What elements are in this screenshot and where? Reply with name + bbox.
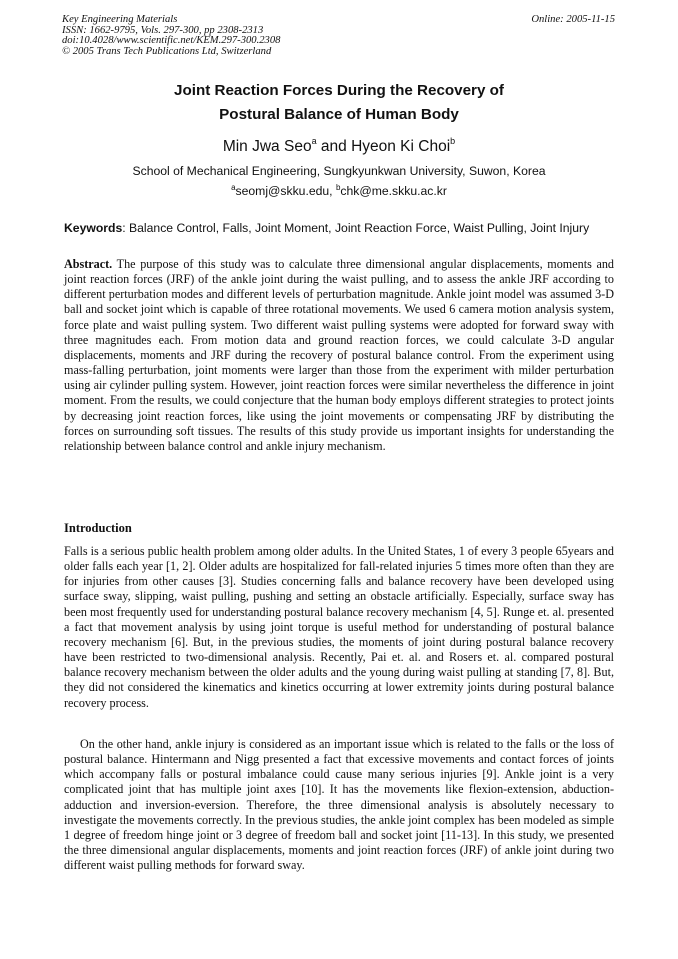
author-list [0, 137, 678, 157]
keywords-label: Keywords [64, 221, 123, 235]
journal-header [62, 15, 280, 57]
email-1: seomj@skku.edu, [235, 184, 336, 198]
paper-title-line-2: Postural Balance of Human Body [219, 106, 459, 123]
email-1-mark: a [231, 183, 236, 192]
paper-title-line-1: Joint Reaction Forces During the Recovery of [174, 82, 504, 99]
online-date: Online: 2005-11-15 [531, 14, 615, 25]
email-2-mark: b [335, 183, 341, 192]
author-2-mark: b [450, 136, 456, 146]
issn-line: ISSN: 1662-9795, Vols. 297-300, pp 2308-2313 [62, 24, 264, 36]
intro-paragraph-2: On the other hand, ankle injury is considered as an important issue which is related to the falls or the loss of postural balance. Hintermann and Nigg presented a fact that excessive movements and contact forces of joints which accompany falls or postural imbalance could cause many serious injuries [9]. Ankle joint is a very complicated joint that has multiple joint axes [10]. It has the movements like flexion-extension, abduction-adduction and inversion-eversion. Therefore, the three dimensional analysis is absolutely necessary to investigate the movements correctly. In the previous studies, the ankle joint complex has been modeled as simple 1 degree of freedom hinge joint or 3 degree of freedom ball and socket joint [11-13]. In this study, we presented the three dimensional angular displacements, moments and joint reaction forces (JRF) of ankle joint during two different waist pulling methods for forward sway. [64, 737, 614, 873]
abstract-text: The purpose of this study was to calculate three dimensional angular displacements, moments and joint reaction forces (JRF) of the ankle joint during the waist pulling, and to assess the ankle JRF according to different perturbation modes and different levels of perturbation magnitude. Ankle joint model was assumed 3-D ball and socket joint which is capable of three rotational movements. We used 6 camera motion analysis system, force plate and waist pulling system. Two different waist pulling systems were adopted for forward sway with three magnitudes each. From motion data and ground reaction forces, we could calculate 3-D angular displacements, moments and JRF during the recovery of postural balance control. From the experiment using mass-falling perturbation, joint moments were larger than those from the experiment with milder perturbation using air cylinder pulling system. However, joint reaction forces were similar nevertheless the difference in joint moment. From the results, we could conjecture that the human body employs different strategies to protect joints by decreasing joint reaction forces, like using the joint movements or compensating JRF by distributing the forces on surrounding soft tissues. The results of this study provide us important insights for understanding the relationship between balance control and ankle injury mechanism. [64, 257, 614, 453]
author-1-mark: a [311, 136, 317, 146]
author-2: Hyeon Ki Choi [351, 138, 451, 155]
keywords [64, 220, 616, 236]
author-join: and [316, 138, 352, 155]
section-heading-introduction: Introduction [64, 521, 132, 535]
doi-line: doi:10.4028/www.scientific.net/KEM.297-300.2308 [62, 35, 281, 47]
copyright-line: © 2005 Trans Tech Publications Ltd, Switzerland [62, 45, 272, 57]
abstract [64, 257, 614, 454]
email-2: chk@me.skku.ac.kr [340, 184, 447, 198]
abstract-label: Abstract. [64, 257, 113, 271]
author-emails [0, 183, 678, 199]
journal-name: Key Engineering Materials [62, 14, 178, 25]
author-1: Min Jwa Seo [222, 138, 312, 155]
intro-paragraph-1: Falls is a serious public health problem among older adults. In the United States, 1 of every 3 people 65years and older falls each year [1, 2]. Older adults are hospitalized for fall-related injuries 5 times more often than they are for injuries from other causes [3]. Studies concerning falls and balance recovery have been developed using surface sway, slipping, waist pulling, pushing and setting an obstacle artificially. Especially, surface sway has been most frequently used for understanding postural balance recovery mechanism [4, 5]. Runge et. al. presented a fact that movement analysis by using joint torque is useful method for understanding of postural balance recovery mechanism [6]. But, in the previous studies, the moments of joint during postural balance recovery have been restricted to two-dimensional analysis. Recently, Pai et. al. and Rosers et. al. compared postural balance recovery mechanism between the older adults and the young during waist pulling at standing [7, 8]. But, they did not considered the kinematics and kinetics occurring at lower extremity joints during postural balance recovery process. [64, 544, 614, 710]
keywords-text: : Balance Control, Falls, Joint Moment, Joint Reaction Force, Waist Pulling, Joint Injury [122, 221, 590, 235]
affiliation: School of Mechanical Engineering, Sungkyunkwan University, Suwon, Korea [132, 164, 546, 178]
